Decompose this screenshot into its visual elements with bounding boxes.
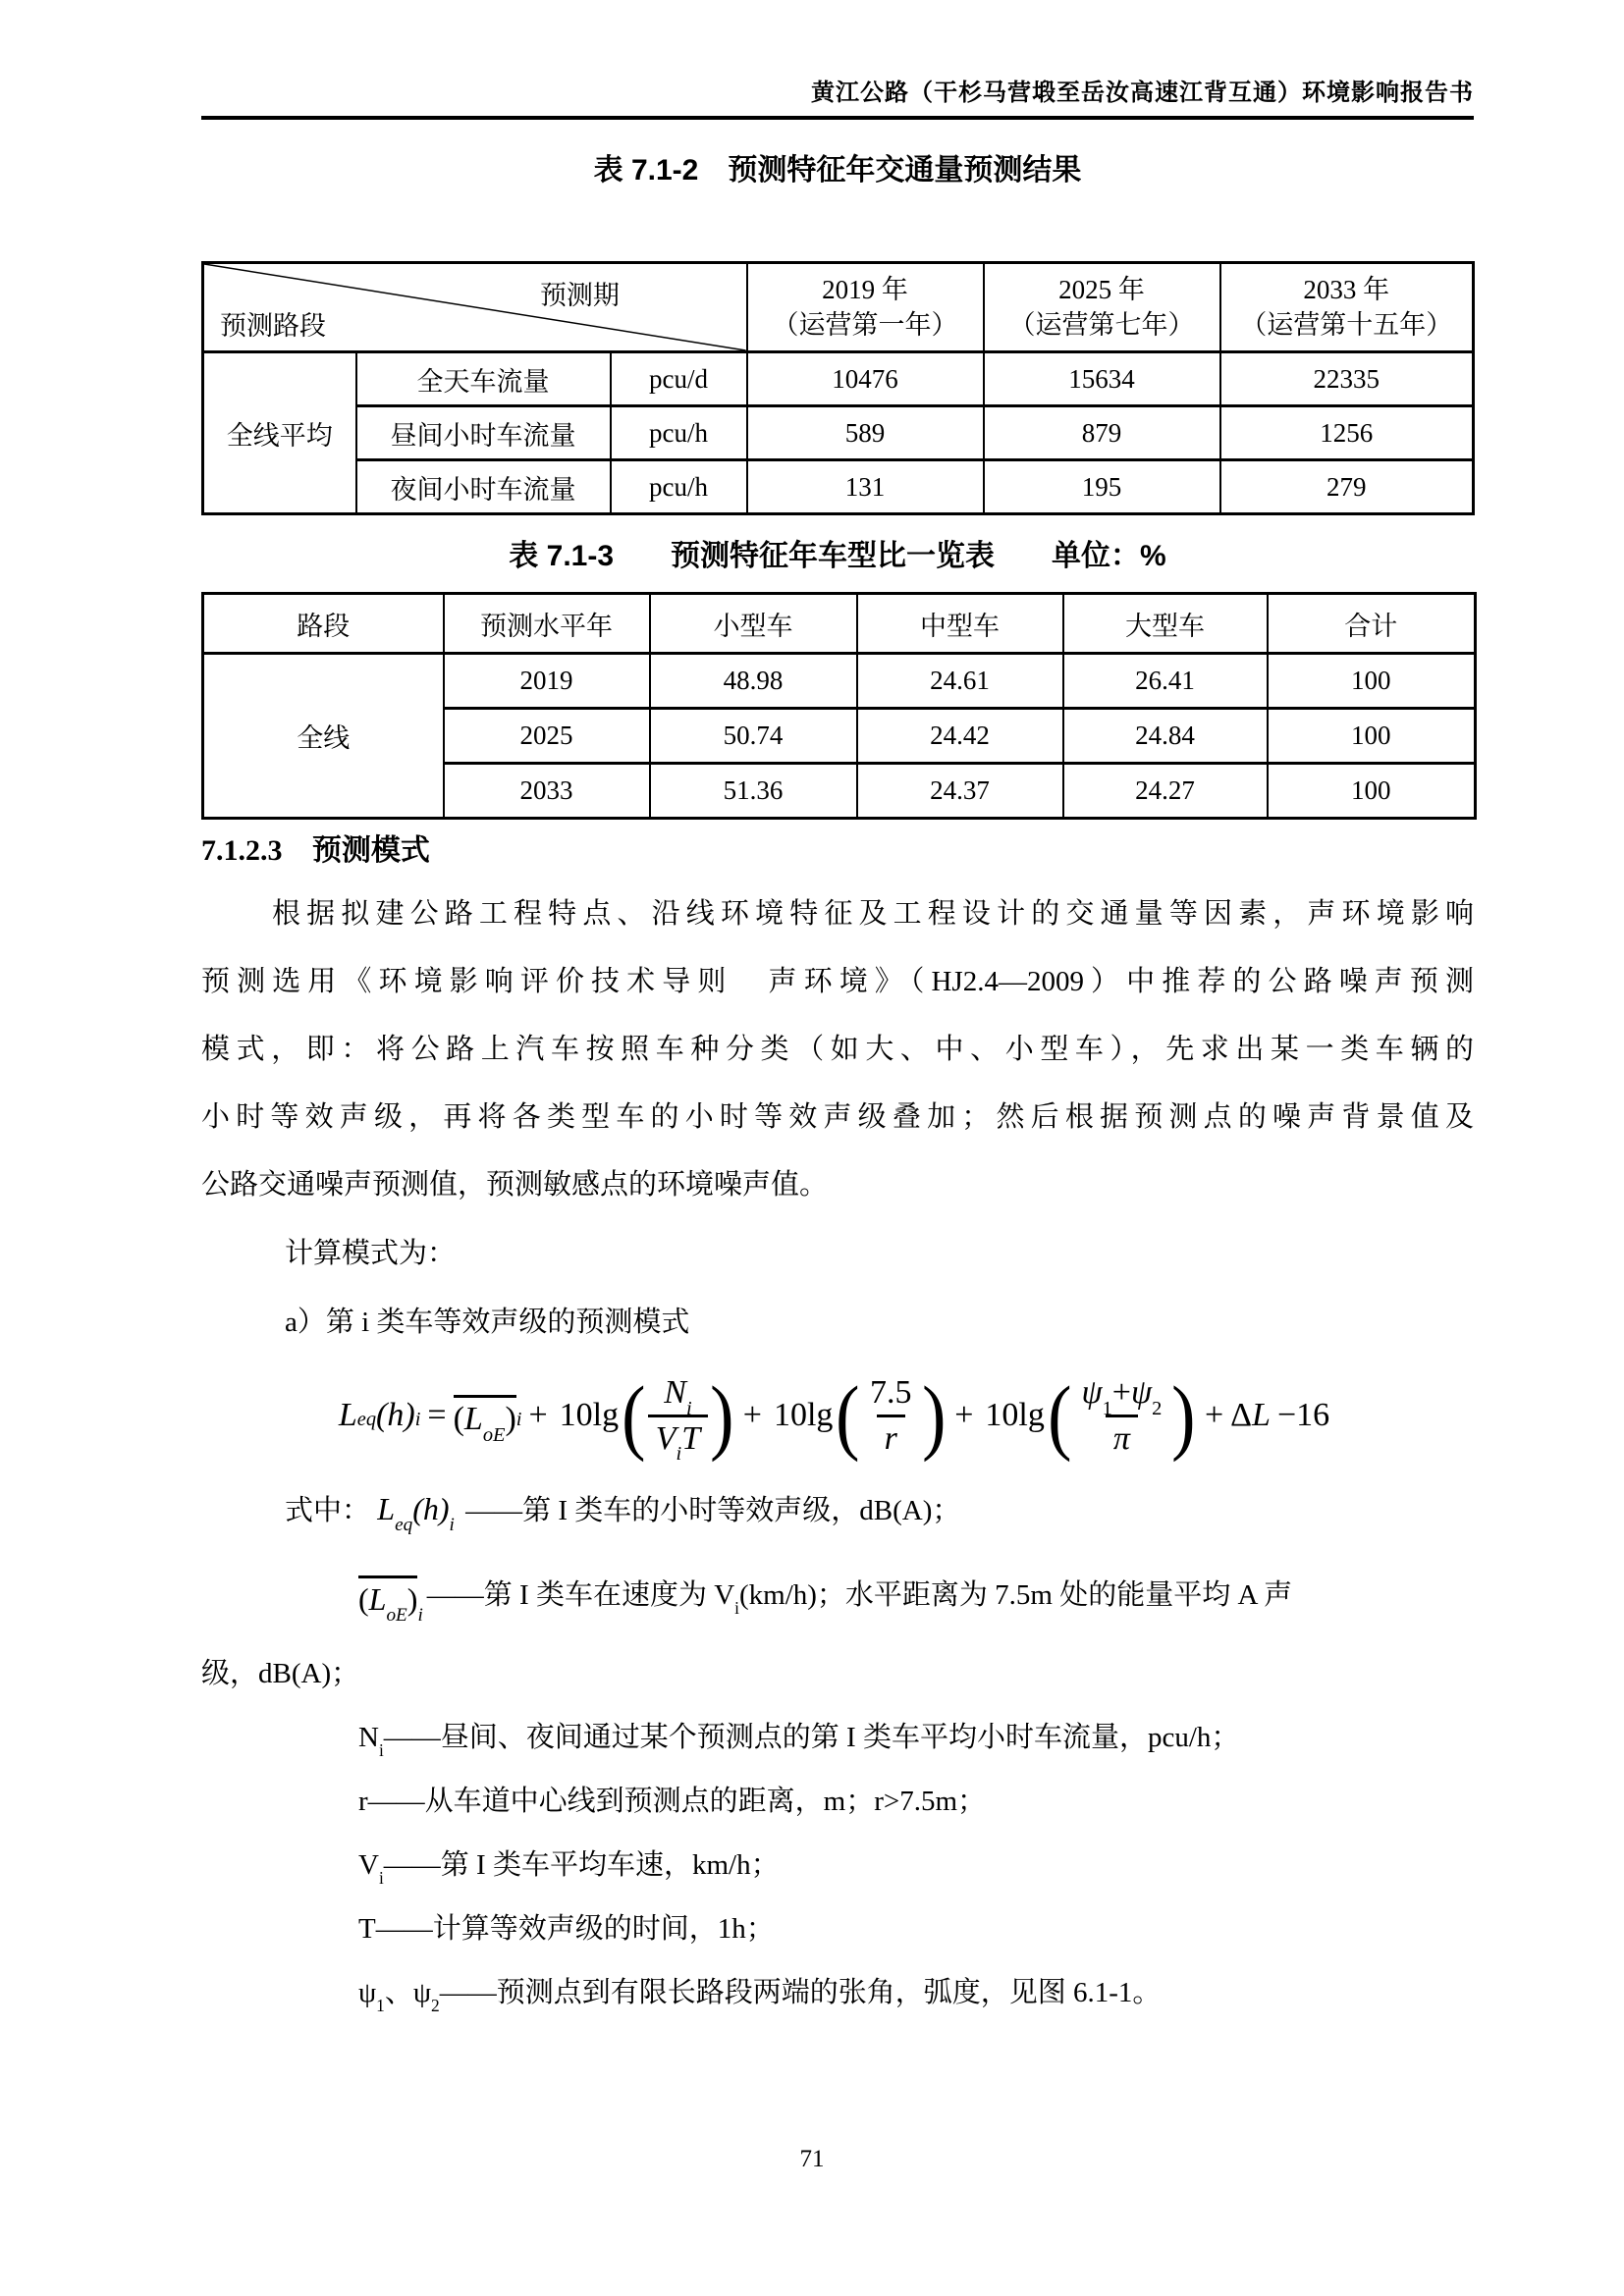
definition-leq	[201, 1476, 1474, 1543]
plus-sign: +	[954, 1397, 974, 1433]
table-vehicle-title	[201, 531, 1474, 574]
table-vehicle-header-row	[203, 594, 1476, 654]
fraction-angle: $\psi_1+\psi_2$ π	[1081, 1374, 1163, 1457]
value-cell: 279	[1220, 460, 1474, 514]
table-traffic-title	[201, 145, 1474, 188]
section-title: 预测模式	[311, 834, 430, 867]
formula-L: L	[338, 1397, 357, 1433]
fraction-distance: 7.5 r	[870, 1374, 912, 1457]
paragraph-line: 模式，即：将公路上汽车按照车种分类（如大、中、小型车），先求出某一类车辆的	[201, 1034, 1474, 1065]
minus-sixteen: −16	[1276, 1397, 1330, 1433]
indicator-cell: 全天车流量	[356, 352, 611, 406]
log-term: 10lg	[985, 1397, 1045, 1433]
column-header-cell: 小型车	[650, 594, 857, 654]
value-cell: 24.37	[857, 764, 1063, 819]
year-cell: 2033	[444, 764, 650, 819]
plus-sign: +	[1204, 1397, 1224, 1433]
year-cell: 2019	[444, 654, 650, 709]
paragraph-line: 小时等效声级，再将各类型车的小时等效声级叠加；然后根据预测点的噪声背景值及	[201, 1101, 1474, 1133]
table-vehicle-code: 表 7.1-3	[509, 540, 615, 572]
paragraph-line: 根据拟建公路工程特点、沿线环境特征及工程设计的交通量等因素，声环境影响	[272, 898, 1474, 930]
value-cell: 100	[1268, 654, 1476, 709]
noise-prediction-formula: L $_{eq}$ (h) $_i$ = $(L_{oE})$ $_i$ + 10lg ( $N_i$ $V_iT$ ) + 10lg ( 7.5 r ) + 10lg ( $\psi_1+\psi_2$ π ) + Δ L −16	[338, 1368, 1330, 1466]
item-a-label: a）第 i 类车等效声级的预测模式	[285, 1307, 690, 1338]
value-cell: 24.42	[857, 709, 1063, 764]
definition-loe-text: ——第 I 类车在速度为 $V_i(km/h)$；水平距离为 7.5m 处的能量平均 A 声	[426, 1578, 1293, 1618]
value-cell: 131	[747, 460, 984, 514]
value-cell: 26.41	[1063, 654, 1268, 709]
diagonal-header-cell	[203, 263, 747, 352]
value-cell: 48.98	[650, 654, 857, 709]
table-traffic-header-row	[203, 263, 1474, 352]
log-term: 10lg	[559, 1397, 620, 1433]
leq-symbol: $L_{eq}(h)_i$	[377, 1491, 455, 1536]
definition-r: r——从车道中心线到预测点的距离，m；r>7.5m；	[358, 1786, 987, 1817]
value-cell: 100	[1268, 764, 1476, 819]
header-rule	[201, 116, 1474, 120]
definition-ni: $N_i——$昼间、夜间通过某个预测点的第 I 类车平均小时车流量，pcu/h；	[358, 1722, 1240, 1761]
column-header-cell: 路段	[203, 594, 444, 654]
log-term: 10lg	[773, 1397, 834, 1433]
unit-cell: pcu/h	[611, 460, 747, 514]
value-cell: 24.27	[1063, 764, 1268, 819]
value-cell: 50.74	[650, 709, 857, 764]
table-traffic	[201, 261, 1475, 515]
table-vehicle-unit: 单位：%	[1052, 540, 1166, 572]
paragraph	[201, 881, 1474, 1219]
definition-loe-continuation: 级，dB(A)；	[201, 1658, 360, 1689]
table-vehicle	[201, 592, 1477, 820]
diagonal-label-section: 预测路段	[220, 311, 326, 341]
unit-cell: pcu/d	[611, 352, 747, 406]
year-header-2025: 2025 年 （运营第七年）	[984, 263, 1220, 352]
diagonal-label-period: 预测期	[539, 281, 620, 310]
unit-cell: pcu/h	[611, 406, 747, 460]
year-header-2019: 2019 年 （运营第一年）	[747, 263, 984, 352]
definition-vi: $V_i——$第 I 类车平均车速，km/h；	[358, 1849, 780, 1889]
value-cell: 589	[747, 406, 984, 460]
value-cell: 22335	[1220, 352, 1474, 406]
column-header-cell: 中型车	[857, 594, 1063, 654]
year-cell: 2025	[444, 709, 650, 764]
definition-t: T——计算等效声级的时间，1h；	[358, 1913, 775, 1945]
table-row	[203, 654, 1476, 709]
value-cell: 195	[984, 460, 1220, 514]
loe-overline-group: $(L_{oE})$	[454, 1395, 516, 1436]
value-cell: 15634	[984, 352, 1220, 406]
column-header-cell: 合计	[1268, 594, 1476, 654]
definition-leq-text: ——第 I 类车的小时等效声级，dB(A)；	[465, 1495, 961, 1526]
calc-intro: 计算模式为：	[285, 1238, 457, 1269]
table-traffic-caption: 预测特征年交通量预测结果	[728, 154, 1082, 187]
plus-sign: +	[742, 1397, 762, 1433]
section-heading	[201, 829, 1474, 873]
value-cell: 51.36	[650, 764, 857, 819]
table-vehicle-caption: 预测特征年车型比一览表	[671, 540, 996, 572]
document-title: 黄江公路（干杉马营塅至岳汝高速江背互通）环境影响报告书	[811, 80, 1474, 106]
column-header-cell: 预测水平年	[444, 594, 650, 654]
loe-symbol: $(L_{oE})_i$	[358, 1575, 423, 1615]
delta-symbol: Δ	[1230, 1397, 1253, 1433]
value-cell: 1256	[1220, 406, 1474, 460]
value-cell: 24.61	[857, 654, 1063, 709]
definition-loe	[201, 1561, 1474, 1629]
row-label-cell: 全线	[203, 654, 444, 819]
table-traffic-code: 表 7.1-2	[593, 154, 699, 187]
equals-sign: =	[427, 1397, 447, 1433]
plus-sign: +	[528, 1397, 548, 1433]
paragraph-line: 预测选用《环境影响评价技术导则 声环境》（HJ2.4—2009）中推荐的公路噪声预测	[201, 966, 1474, 997]
table-row	[203, 460, 1474, 514]
table-row	[203, 406, 1474, 460]
definition-prefix: 式中：	[285, 1495, 371, 1526]
table-row	[203, 352, 1474, 406]
page-header	[201, 0, 1474, 107]
value-cell: 100	[1268, 709, 1476, 764]
paragraph-line: 公路交通噪声预测值，预测敏感点的环境噪声值。	[201, 1169, 829, 1201]
row-label-cell: 全线平均	[203, 352, 356, 514]
year-header-2033: 2033 年 （运营第十五年）	[1220, 263, 1474, 352]
value-cell: 879	[984, 406, 1220, 460]
column-header-cell: 大型车	[1063, 594, 1268, 654]
section-number: 7.1.2.3	[201, 834, 283, 867]
fraction-flow: $N_i$ $V_iT$	[648, 1373, 708, 1457]
definition-psi: $\psi_1$、$\psi_2——$预测点到有限长路段两端的张角，弧度，见图 6.1-1。	[358, 1977, 1162, 2016]
value-cell: 24.84	[1063, 709, 1268, 764]
indicator-cell: 夜间小时车流量	[356, 460, 611, 514]
value-cell: 10476	[747, 352, 984, 406]
indicator-cell: 昼间小时车流量	[356, 406, 611, 460]
page-number: 71	[799, 2146, 825, 2172]
